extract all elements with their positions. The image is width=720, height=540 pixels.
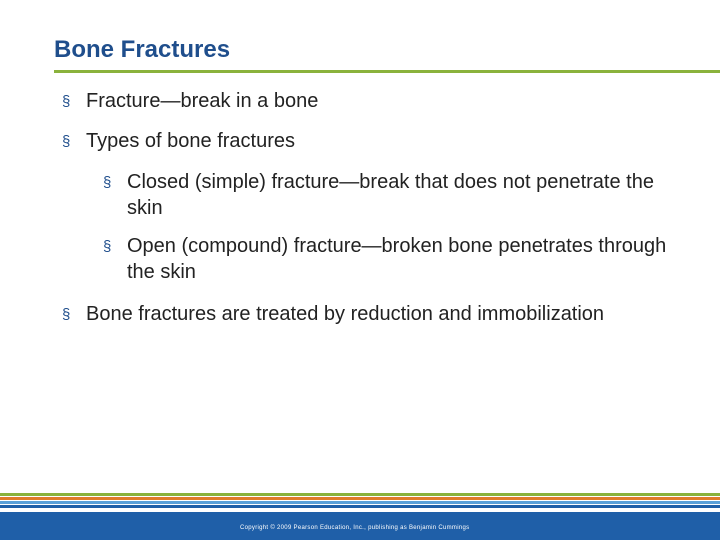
bullet-marker-icon: § <box>103 174 112 191</box>
bullet-marker-icon: § <box>103 238 112 255</box>
footer-stripes <box>0 493 720 508</box>
bullet-item <box>62 128 662 155</box>
bullet-text: Bone fractures are treated by reduction and immobilization <box>86 303 605 325</box>
bullet-marker-icon: § <box>62 306 71 323</box>
bullet-item <box>62 88 662 115</box>
bullet-item <box>62 301 662 328</box>
footer-stripe-blue <box>0 505 720 508</box>
title-divider <box>54 70 720 73</box>
slide-title: Bone Fractures <box>54 36 231 63</box>
bullet-text: Types of bone fractures <box>86 130 296 152</box>
bullet-text: Open (compound) fracture—broken bone penetrates through the skin <box>127 235 667 283</box>
bullet-marker-icon: § <box>62 133 71 150</box>
bullet-text: Closed (simple) fracture—break that does not penetrate the skin <box>127 171 654 219</box>
bullet-text: Fracture—break in a bone <box>86 90 319 112</box>
sub-bullet-item <box>103 233 683 285</box>
copyright-notice: Copyright © 2009 Pearson Education, Inc., publishing as Benjamin Cummings <box>240 525 470 531</box>
sub-bullet-item <box>103 169 683 221</box>
bullet-marker-icon: § <box>62 93 71 110</box>
